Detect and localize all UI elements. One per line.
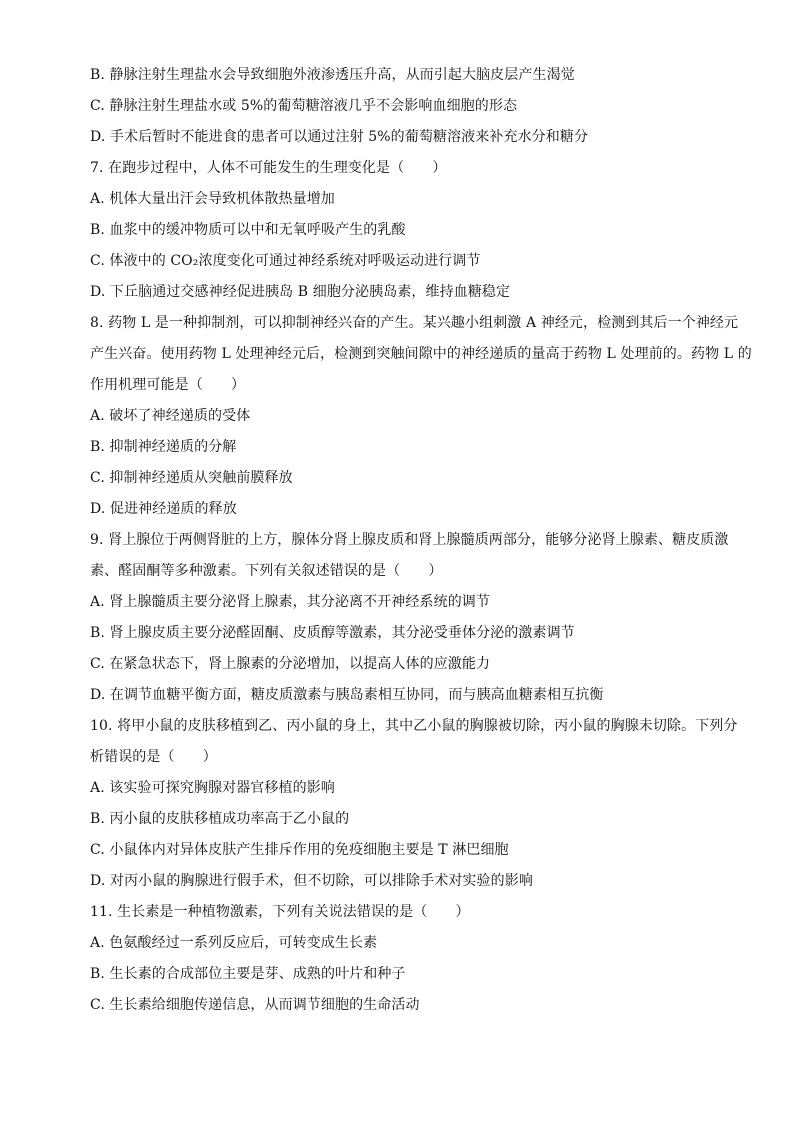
option-text-line: B. 肾上腺皮质主要分泌醛固酮、皮质醇等激素，其分泌受垂体分泌的激素调节 [90, 625, 575, 641]
option-text-line: D. 促进神经递质的释放 [90, 501, 237, 517]
question-text-line: 素、醛固酮等多种激素。下列有关叙述错误的是（ ） [90, 563, 443, 579]
option-text-line: A. 破坏了神经递质的受体 [90, 408, 251, 424]
option-text-line: D. 在调节血糖平衡方面，糖皮质激素与胰岛素相互协同，而与胰高血糖素相互抗衡 [90, 687, 604, 703]
option-text-line: A. 机体大量出汗会导致机体散热量增加 [90, 191, 335, 207]
question-text-line: 9. 肾上腺位于两侧肾脏的上方，腺体分肾上腺皮质和肾上腺髓质两部分，能够分泌肾上腺素、糖皮质激 [90, 532, 729, 548]
question-text-line: 作用机理可能是（ ） [90, 377, 246, 393]
question-text-line: 产生兴奋。使用药物 L 处理神经元后，检测到突触间隙中的神经递质的量高于药物 L 处理前的。药物 L 的 [90, 346, 752, 362]
question-text-line: 7. 在跑步过程中，人体不可能发生的生理变化是（ ） [90, 160, 447, 176]
option-text-line: D. 手术后暂时不能进食的患者可以通过注射 5%的葡萄糖溶液来补充水分和糖分 [90, 129, 589, 145]
option-text-line: B. 生长素的合成部位主要是芽、成熟的叶片和种子 [90, 966, 406, 982]
option-text-line: C. 静脉注射生理盐水或 5%的葡萄糖溶液几乎不会影响血细胞的形态 [90, 98, 518, 114]
option-text-line: C. 生长素给细胞传递信息，从而调节细胞的生命活动 [90, 997, 420, 1013]
option-text-line: C. 抑制神经递质从突触前膜释放 [90, 470, 293, 486]
option-text-line: A. 该实验可探究胸腺对器官移植的影响 [90, 780, 335, 796]
option-text-line: D. 对丙小鼠的胸腺进行假手术，但不切除，可以排除手术对实验的影响 [90, 873, 533, 889]
option-text-line: B. 抑制神经递质的分解 [90, 439, 237, 455]
question-text-line: 10. 将甲小鼠的皮肤移植到乙、丙小鼠的身上，其中乙小鼠的胸腺被切除，丙小鼠的胸腺未切除。下列分 [90, 718, 738, 734]
option-text-line: C. 在紧急状态下，肾上腺素的分泌增加，以提高人体的应激能力 [90, 656, 491, 672]
question-text-line: 8. 药物 L 是一种抑制剂，可以抑制神经兴奋的产生。某兴趣小组刺激 A 神经元，检测到其后一个神经元 [90, 315, 739, 331]
option-text-line: B. 丙小鼠的皮肤移植成功率高于乙小鼠的 [90, 811, 350, 827]
option-text-line: B. 静脉注射生理盐水会导致细胞外液渗透压升高，从而引起大脑皮层产生渴觉 [90, 67, 575, 83]
option-text-line: C. 小鼠体内对异体皮肤产生排斥作用的免疫细胞主要是 T 淋巴细胞 [90, 842, 509, 858]
option-text-line: C. 体液中的 CO₂浓度变化可通过神经系统对呼吸运动进行调节 [90, 253, 481, 269]
option-text-line: A. 色氨酸经过一系列反应后，可转变成生长素 [90, 935, 378, 951]
option-text-line: B. 血浆中的缓冲物质可以中和无氧呼吸产生的乳酸 [90, 222, 406, 238]
question-text-line: 11. 生长素是一种植物激素，下列有关说法错误的是（ ） [90, 904, 470, 920]
question-text-line: 析错误的是（ ） [90, 749, 217, 765]
option-text-line: A. 肾上腺髓质主要分泌肾上腺素，其分泌离不开神经系统的调节 [90, 594, 491, 610]
option-text-line: D. 下丘脑通过交感神经促进胰岛 B 细胞分泌胰岛素，维持血糖稳定 [90, 284, 511, 300]
